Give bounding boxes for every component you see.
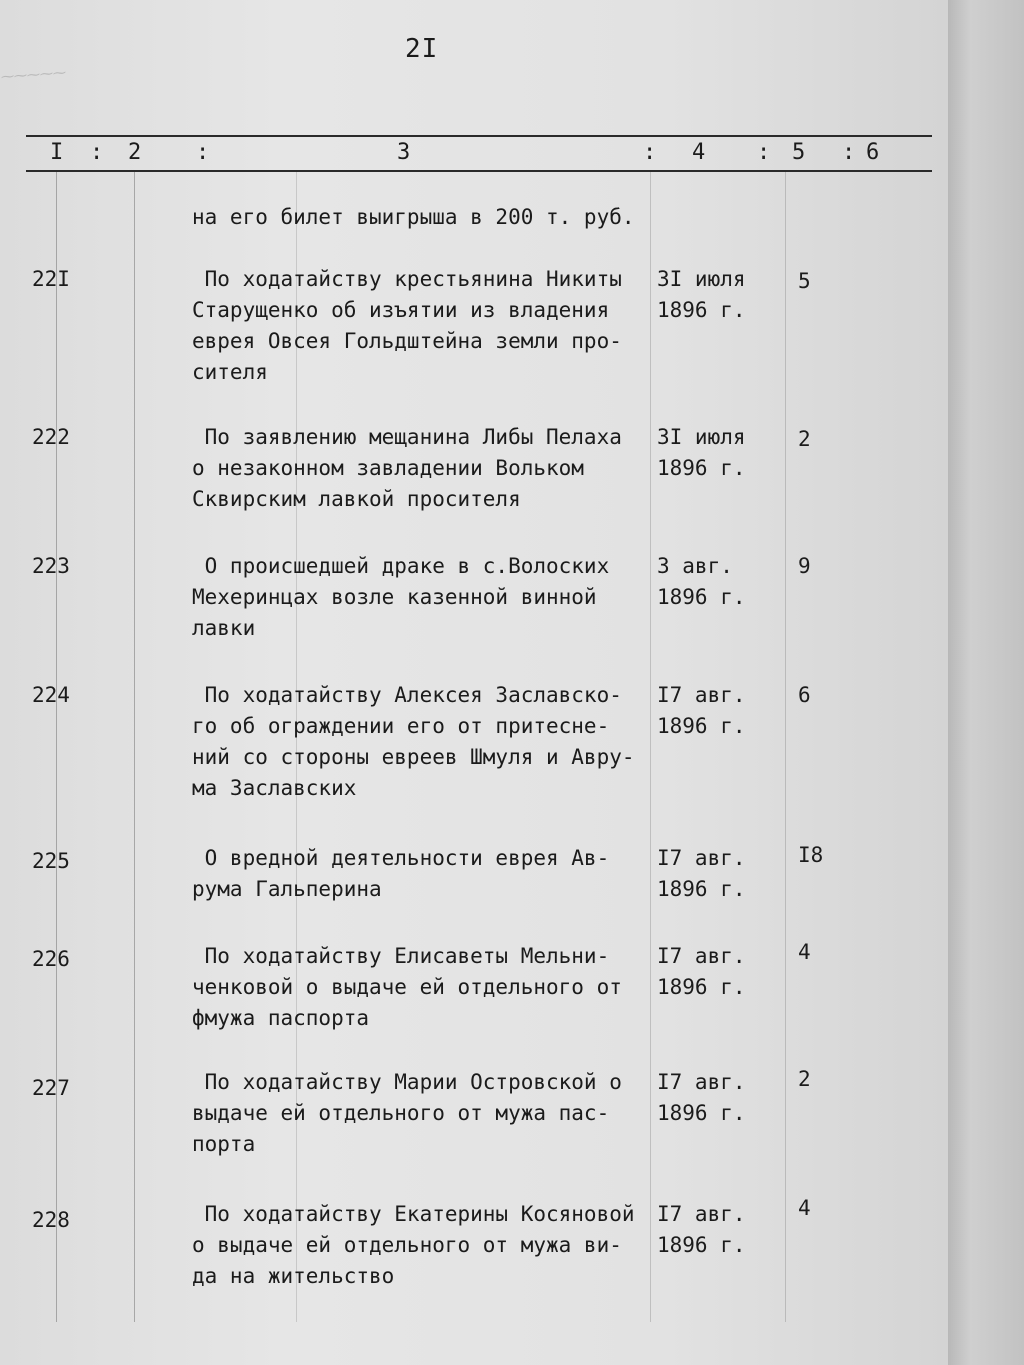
column-header-4: 4 bbox=[692, 140, 706, 165]
record-number: 222 bbox=[32, 425, 70, 449]
record-page-count: 4 bbox=[798, 940, 811, 964]
column-line-1 bbox=[56, 172, 57, 1322]
record-page-count: 6 bbox=[798, 683, 811, 707]
record-page-count: 4 bbox=[798, 1196, 811, 1220]
next-page-edge bbox=[948, 0, 1024, 1365]
record-date: 3I июля 1896 г. bbox=[657, 267, 746, 322]
column-header-2: 2 bbox=[128, 140, 142, 165]
column-header-6: 6 bbox=[866, 140, 880, 165]
record-description: По ходатайству Марии Островской о выдаче ей отдельного от мужа пас- порта bbox=[192, 1070, 622, 1156]
column-separator: : bbox=[842, 140, 856, 165]
record-date: 3 авг. 1896 г. bbox=[657, 554, 746, 609]
record-page-count: 9 bbox=[798, 554, 811, 578]
record-number: 22I bbox=[32, 267, 70, 291]
record-number: 224 bbox=[32, 683, 70, 707]
record-number: 223 bbox=[32, 554, 70, 578]
column-separator: : bbox=[196, 140, 210, 165]
record-number: 225 bbox=[32, 849, 70, 873]
record-description: О происшедшей драке в с.Волоских Мехеринцах возле казенной винной лавки bbox=[192, 554, 610, 640]
header-rule-top bbox=[26, 135, 932, 137]
continuation-text: на его билет выигрыша в 200 т. руб. bbox=[192, 205, 635, 229]
column-line-5 bbox=[785, 172, 786, 1322]
column-separator: : bbox=[757, 140, 771, 165]
record-date: I7 авг. 1896 г. bbox=[657, 1070, 746, 1125]
column-line-2 bbox=[134, 172, 135, 1322]
column-separator: : bbox=[643, 140, 657, 165]
column-separator: : bbox=[90, 140, 104, 165]
record-date: I7 авг. 1896 г. bbox=[657, 944, 746, 999]
column-header-1: I bbox=[50, 140, 64, 165]
bleed-through-stamp: ⁓⁓⁓⁓⁓ bbox=[0, 65, 66, 86]
header-rule-bottom bbox=[26, 170, 932, 172]
record-page-count: I8 bbox=[798, 843, 824, 867]
record-page-count: 2 bbox=[798, 427, 811, 451]
record-date: I7 авг. 1896 г. bbox=[657, 846, 746, 901]
record-page-count: 5 bbox=[798, 269, 811, 293]
record-page-count: 2 bbox=[798, 1067, 811, 1091]
record-number: 227 bbox=[32, 1076, 70, 1100]
column-header-5: 5 bbox=[792, 140, 806, 165]
column-header-3: 3 bbox=[397, 140, 411, 165]
record-description: По ходатайству Екатерины Косяновой о выдаче ей отдельного от мужа ви- да на жительство bbox=[192, 1202, 635, 1288]
record-description: По ходатайству Елисаветы Мельни- ченковой о выдаче ей отдельного от фмужа паспорта bbox=[192, 944, 622, 1030]
record-description: По ходатайству Алексея Заславско- го об ограждении его от притесне- ний со стороны евреев Шмуля и Авру- ма Заславских bbox=[192, 683, 635, 800]
record-date: 3I июля 1896 г. bbox=[657, 425, 746, 480]
record-number: 228 bbox=[32, 1208, 70, 1232]
record-number: 226 bbox=[32, 947, 70, 971]
record-description: О вредной деятельности еврея Ав- рума Гальперина bbox=[192, 846, 610, 901]
record-description: По ходатайству крестьянина Никиты Старущенко об изъятии из владения еврея Овсея Гольдштейна земли про- сителя bbox=[192, 267, 622, 384]
record-date: I7 авг. 1896 г. bbox=[657, 1202, 746, 1257]
record-description: По заявлению мещанина Либы Пелаха о незаконном завладении Вольком Сквирским лавкой просителя bbox=[192, 425, 622, 511]
record-date: I7 авг. 1896 г. bbox=[657, 683, 746, 738]
page-number: 2I bbox=[405, 34, 439, 64]
